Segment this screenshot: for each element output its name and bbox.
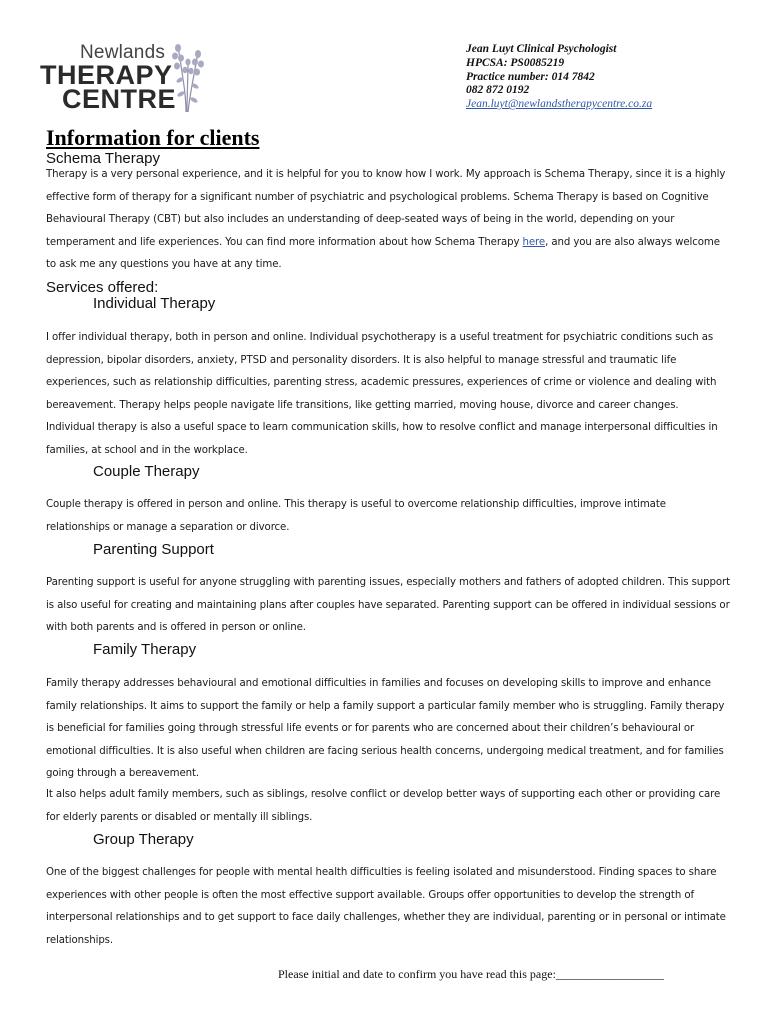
parenting-support-heading: Parenting Support [93, 541, 214, 558]
logo-newlands-text: Newlands [80, 42, 166, 63]
psychologist-name: Jean Luyt Clinical Psychologist [466, 43, 617, 55]
family-therapy-paragraph-2: It also helps adult family members, such as siblings, resolve conflict or develop better ways of supporting each other or providing care for elderly parents or disabled or mentally ill siblings. [46, 789, 721, 823]
logo-centre-text: CENTRE [62, 84, 177, 114]
schema-text-before-link: Therapy is a very personal experience, and it is helpful for you to know how I work. My approach is Schema Therapy, since it is a highly effective form of therapy for a significant number of psychiatric and psychological problems. Schema Therapy is based on Cognitive Behavioural Therapy (CBT) but also includes an understanding of deep-seated ways of being in the world, depending on your temperament and life experiences. You can find more information about how Schema Therapy [46, 169, 726, 248]
family-therapy-paragraph-1: Family therapy addresses behavioural and emotional difficulties in families and focuses on developing skills to improve and enhance family relationships. It aims to support the family or help a family support a particular family member who is struggling. Family therapy is beneficial for families going through stressful life events or for parents who are concerned about their children’s behavioural or emotional difficulties. It is also useful when children are facing serious health concerns, undergoing medical treatment, and for families going through a bereavement. [46, 678, 725, 779]
page-title: Information for clients [46, 125, 260, 150]
email-link[interactable]: Jean.luyt@newlandstherapycentre.co.za [466, 98, 653, 111]
services-offered-heading: Services offered: [46, 279, 159, 296]
schema-info-link[interactable]: here [522, 236, 546, 248]
logo-therapy-text: THERAPY [40, 60, 173, 90]
schema-therapy-paragraph [46, 164, 730, 277]
schema-therapy-heading: Schema Therapy [46, 150, 160, 167]
newlands-therapy-centre-logo [36, 38, 206, 114]
group-therapy-paragraph: One of the biggest challenges for people with mental health difficulties is feeling isolated and misunderstood. Finding spaces to share experiences with other people is often the most effective support available. Groups offer opportunities to develop the strength of interpersonal relationships and to get support to face daily challenges, whether they are individual, parenting or in personal or intimate relationships. [46, 867, 726, 946]
individual-therapy-heading: Individual Therapy [93, 295, 216, 312]
couple-therapy-paragraph: Couple therapy is offered in person and online. This therapy is useful to overcome relationship difficulties, improve intimate relationships or manage a separation or divorce. [46, 499, 666, 533]
family-therapy-heading: Family Therapy [93, 641, 197, 658]
initial-and-date-line: Please initial and date to confirm you have read this page:__________________ [278, 967, 664, 981]
individual-therapy-paragraph: I offer individual therapy, both in person and online. Individual psychotherapy is a useful treatment for psychiatric conditions such as depression, bipolar disorders, anxiety, PTSD and personality disorders. It is also helpful to manage stressful and traumatic life experiences, such as relationship difficulties, parenting stress, academic pressures, experiences of crime or violence and dealing with bereavement. Therapy helps people navigate life transitions, like getting married, moving house, divorce and career changes. Individual therapy is also a useful space to learn communication skills, how to resolve conflict and manage interpersonal difficulties in families, at school and in the workplace. [46, 332, 718, 456]
hpcsa-number: HPCSA: PS0085219 [466, 56, 565, 69]
schema-text-after-link: , and you are also always welcome to ask me any questions you have at any time. [46, 236, 720, 270]
contact-details [466, 43, 652, 112]
couple-therapy-heading: Couple Therapy [93, 463, 200, 480]
phone-number: 082 872 0192 [466, 84, 530, 97]
group-therapy-heading: Group Therapy [93, 831, 194, 848]
parenting-support-paragraph: Parenting support is useful for anyone struggling with parenting issues, especially mothers and fathers of adopted children. This support is also useful for creating and maintaining plans after couples have separated. Parenting support can be offered in individual sessions or with both parents and is offered in person or online. [46, 577, 731, 633]
practice-number: Practice number: 014 7842 [466, 70, 595, 83]
lavender-plant-icon [166, 38, 210, 114]
